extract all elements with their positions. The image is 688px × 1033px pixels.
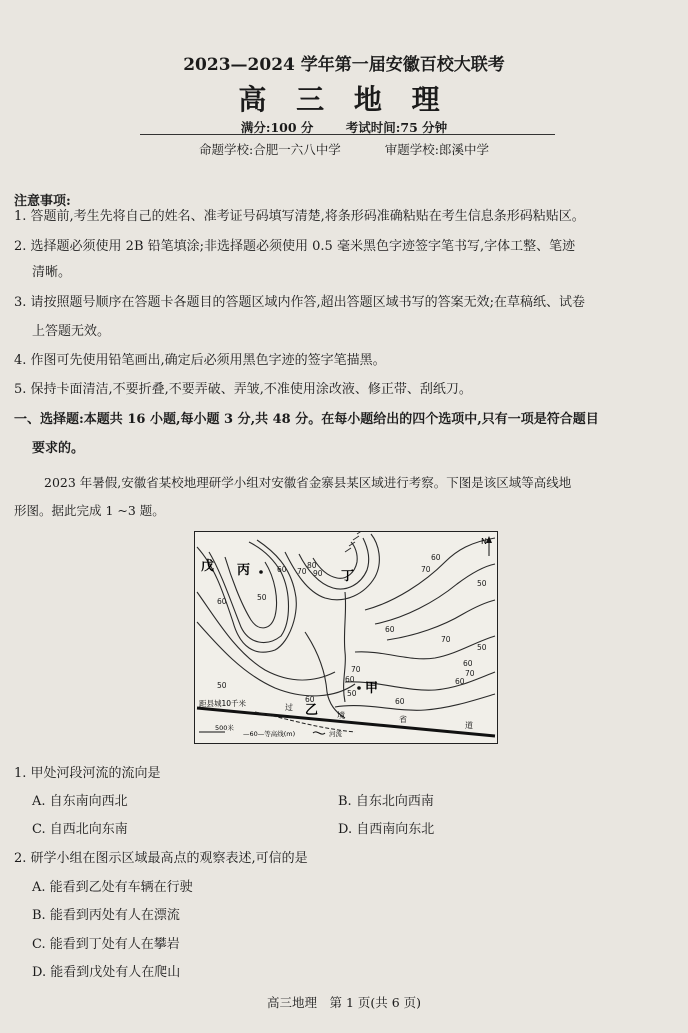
q2-option-b: B. 能看到丙处有人在漂流 xyxy=(32,908,180,923)
contour-line xyxy=(335,694,495,710)
notice-heading: 注意事项: xyxy=(14,194,71,209)
question-1: 1. 甲处河段河流的流向是 xyxy=(14,766,161,781)
notice-line-2b: 清晰。 xyxy=(32,265,72,280)
notice-line-5: 5. 保持卡面清洁,不要折叠,不要弄破、弄皱,不准使用涂改液、修正带、刮纸刀。 xyxy=(14,382,472,397)
place-label-ding: 丁 xyxy=(341,569,355,584)
road-label: 道 xyxy=(465,721,473,730)
jia-marker xyxy=(357,686,361,690)
contour-label: 70 xyxy=(441,635,451,644)
place-label-yi: 乙 xyxy=(305,703,319,718)
contour-label: 60 xyxy=(463,659,473,668)
contour-line xyxy=(225,557,277,628)
contour-label: 70 xyxy=(421,565,431,574)
contour-label: 50 xyxy=(257,593,267,602)
notice-line-4: 4. 作图可先使用铅笔画出,确定后必须用黑色字迹的签字笔描黑。 xyxy=(14,353,386,368)
notice-line-1: 1. 答题前,考生先将自己的姓名、准考证号码填写清楚,将条形码准确粘贴在考生信息条形码粘贴区。 xyxy=(14,209,585,224)
setter-school: 命题学校:合肥一六八中学 xyxy=(199,142,341,157)
road-label: 过 xyxy=(285,703,293,712)
contour-label: 50 xyxy=(217,681,227,690)
provincial-road xyxy=(197,708,495,736)
full-score: 满分:100 分 xyxy=(240,120,314,135)
exam-title: 2023—2024 学年第一届安徽百校大联考 xyxy=(183,55,505,75)
header-divider xyxy=(140,134,555,135)
map-legend xyxy=(199,723,343,738)
contour-label: 90 xyxy=(313,569,323,578)
q1-option-a: A. 自东南向西北 xyxy=(32,794,128,809)
section-heading: 一、选择题:本题共 16 小题,每小题 3 分,共 48 分。在每小题给出的四个选项中,只有一项是符合题目 xyxy=(14,412,599,427)
contour-line xyxy=(344,592,346,702)
subject-title: 高 三 地 理 xyxy=(238,83,450,116)
contour-line xyxy=(209,542,289,642)
q2-option-c: C. 能看到丁处有人在攀岩 xyxy=(32,937,180,952)
place-label-wu: 戊 xyxy=(201,559,215,574)
contour-label: 50 xyxy=(477,643,487,652)
road-label: 省 xyxy=(399,715,407,724)
place-label-jia: 甲 xyxy=(365,681,379,696)
question-2: 2. 研学小组在图示区域最高点的观察表述,可信的是 xyxy=(14,851,308,866)
contour-label: 60 xyxy=(305,695,315,704)
contour-label: 50 xyxy=(477,579,487,588)
notice-line-2: 2. 选择题必须使用 2B 铅笔填涂;非选择题必须使用 0.5 毫米黑色字迹签字笔书写,字体工整、笔迹 xyxy=(14,239,576,254)
contour-line xyxy=(387,600,495,640)
reviewer-school: 审题学校:郎溪中学 xyxy=(384,142,489,157)
q1-option-d: D. 自西南向东北 xyxy=(338,822,435,837)
intro-line-1: 2023 年暑假,安徽省某校地理研学小组对安徽省金寨县某区域进行考察。下图是该区域等高线地 xyxy=(44,475,572,490)
legend-river: 河流 xyxy=(329,730,342,738)
road-label: 境 xyxy=(337,711,345,720)
contour-label: 70 xyxy=(351,665,361,674)
intro-line-2: 形图。据此完成 1 ~3 题。 xyxy=(14,503,165,518)
contour-line xyxy=(365,538,495,610)
q2-option-a: A. 能看到乙处有车辆在行驶 xyxy=(32,880,193,895)
contour-label: 60 xyxy=(345,675,355,684)
exam-time: 考试时间:75 分钟 xyxy=(345,120,448,135)
contour-label: 80 xyxy=(307,561,317,570)
contour-label: 70 xyxy=(297,567,307,576)
cliff-hatching xyxy=(345,532,363,552)
notice-line-3: 3. 请按照题号顺序在答题卡各题目的答题区域内作答,超出答题区域书写的答案无效;在草稿纸、试卷 xyxy=(14,295,586,310)
contour-label: 60 xyxy=(431,553,441,562)
q1-option-c: C. 自西北向东南 xyxy=(32,822,128,837)
contour-label: 70 xyxy=(465,669,475,678)
legend-contour: —60—等高线(m) xyxy=(243,730,296,738)
q1-option-b: B. 自东北向西南 xyxy=(338,794,434,809)
notice-line-3b: 上答题无效。 xyxy=(32,324,111,339)
contour-label: 60 xyxy=(385,625,395,634)
section-heading-cont: 要求的。 xyxy=(32,441,85,456)
school-meta xyxy=(0,140,688,158)
contour-map-svg xyxy=(195,532,496,742)
contour-label: 60 xyxy=(395,697,405,706)
contour-line xyxy=(355,636,495,659)
contour-line xyxy=(375,564,495,624)
page-footer: 高三地理 第 1 页(共 6 页) xyxy=(266,995,422,1010)
bing-marker xyxy=(259,570,263,574)
distance-note: 距县城10千米 xyxy=(199,699,247,708)
place-label-bing: 丙 xyxy=(237,563,251,578)
legend-scale: 500米 xyxy=(215,724,234,732)
north-label: N xyxy=(481,537,487,546)
contour-label: 60 xyxy=(455,677,465,686)
contour-map xyxy=(194,531,498,744)
contour-label: 60 xyxy=(217,597,227,606)
contour-label: 50 xyxy=(347,689,357,698)
contour-label: 60 xyxy=(277,565,287,574)
q2-option-d: D. 能看到戊处有人在爬山 xyxy=(32,965,181,980)
